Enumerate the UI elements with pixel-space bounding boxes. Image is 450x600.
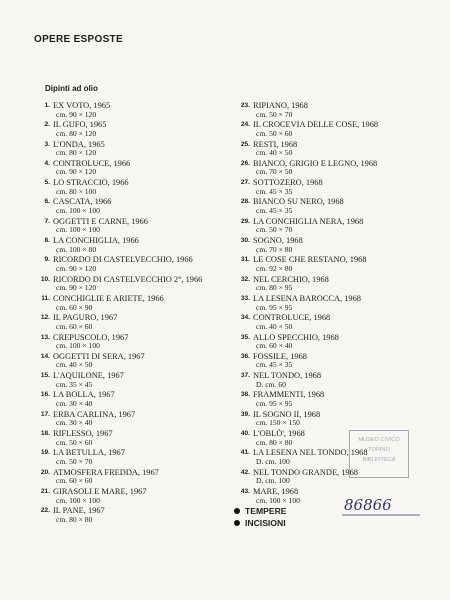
item-number: 10. [40,275,50,283]
item-dimensions: cm. 70 × 80 [256,244,293,254]
inventory-number: 86866 [344,496,392,514]
item-number: 25. [240,140,250,148]
item-title: CONTROLUCE, 1968 [253,313,331,323]
item-dimensions: cm. 30 × 40 [56,399,93,409]
bullet-icon [234,508,240,514]
list-item [234,120,429,138]
list-item [234,333,429,351]
item-number: 29. [240,217,250,225]
page-title: OPERE ESPOSTE [34,34,123,45]
item-dimensions: cm. 95 × 95 [256,302,293,312]
item-title: NEL TONDO GRANDE, 1968 [253,467,358,477]
list-item [234,313,429,331]
list-item [234,410,429,428]
item-dimensions: cm. 90 × 120 [56,109,97,119]
item-title: RICORDO DI CASTELVECCHIO, 1966 [53,255,193,265]
item-number: 17. [40,410,50,418]
item-dimensions: cm. 60 × 90 [56,302,93,312]
item-number: 20. [40,468,50,476]
item-dimensions: cm. 40 × 50 [56,360,93,370]
item-dimensions: cm. 30 × 40 [56,418,93,428]
list-item [34,159,229,177]
item-title: FOSSILE, 1968 [253,351,307,361]
item-title: CONCHIGLIE E ARIETE, 1966 [53,293,164,303]
item-dimensions: cm. 80 × 80 [256,437,293,447]
item-dimensions: D. cm. 100 [256,456,290,466]
list-item [34,333,229,351]
library-stamp [349,430,409,478]
item-number: 30. [240,237,250,245]
item-number: 24. [240,121,250,129]
item-title: LE COSE CHE RESTANO, 1968 [253,255,367,265]
item-number: 42. [240,468,250,476]
extra-item-label: TEMPERE [245,506,287,516]
list-item [234,217,429,235]
item-number: 18. [40,430,50,438]
list-item [234,255,429,273]
extra-item-tempere [234,505,287,517]
item-title: ERBA CARLINA, 1967 [53,409,136,419]
list-item [34,275,229,293]
list-item [34,468,229,486]
item-title: LA BETULLA, 1967 [53,448,125,458]
item-title: OGGETTI E CARNE, 1966 [53,216,148,226]
item-dimensions: cm. 100 × 100 [56,225,100,235]
item-dimensions: cm. 100 × 100 [256,495,300,505]
item-title: SOGNO, 1968 [253,236,303,246]
item-number: 13. [40,333,50,341]
item-title: LA LESENA BAROCCA, 1968 [253,293,361,303]
list-item [234,352,429,370]
item-dimensions: cm. 50 × 70 [256,225,293,235]
item-number: 31. [240,256,250,264]
item-number: 9. [44,256,50,264]
item-number: 8. [44,237,50,245]
item-title: NEL TONDO, 1968 [253,371,322,381]
item-dimensions: cm. 92 × 80 [256,263,293,273]
item-dimensions: cm. 100 × 100 [56,206,100,216]
item-title: LA LESENA NEL TONDO, 1968 [253,448,368,458]
item-dimensions: cm. 45 × 35 [256,360,293,370]
item-dimensions: cm. 80 × 80 [56,514,93,524]
item-title: LA CONCHIGLIA NERA, 1968 [253,216,364,226]
item-dimensions: cm. 90 × 120 [56,167,97,177]
item-title: OGGETTI DI SERA, 1967 [53,351,145,361]
item-dimensions: cm. 50 × 60 [256,128,293,138]
list-item [34,410,229,428]
item-dimensions: D. cm. 60 [256,379,286,389]
item-title: IL SOGNO II, 1968 [253,409,321,419]
item-title: RESTI, 1968 [253,139,298,149]
list-item [234,159,429,177]
list-item [234,236,429,254]
list-item [234,197,429,215]
item-dimensions: cm. 60 × 40 [256,341,293,351]
item-title: LA BOLLA, 1967 [53,390,115,400]
extra-item-incisioni [234,517,287,529]
list-item [34,390,229,408]
item-number: 35. [240,333,250,341]
item-number: 22. [40,507,50,515]
item-title: ATMOSFERA FREDDA, 1967 [53,467,159,477]
item-dimensions: cm. 50 × 60 [56,437,93,447]
item-dimensions: cm. 50 × 70 [256,109,293,119]
list-item [234,101,429,119]
item-title: LO STRACCIO, 1966 [53,178,129,188]
item-dimensions: cm. 90 × 120 [56,283,97,293]
item-number: 37. [240,372,250,380]
item-number: 1. [44,102,50,109]
item-number: 43. [240,487,250,495]
item-number: 34. [240,314,250,322]
item-dimensions: cm. 100 × 100 [56,495,100,505]
item-number: 23. [240,102,250,109]
artwork-list-left [34,101,229,526]
item-number: 4. [44,159,50,167]
item-number: 26. [240,159,250,167]
item-title: EX VOTO, 1965 [53,101,111,110]
item-title: BIANCO, GRIGIO E LEGNO, 1968 [253,158,378,168]
stamp-line: BIBLIOTECA [362,457,396,463]
item-title: CREPUSCOLO, 1967 [53,332,129,342]
item-number: 2. [44,121,50,129]
item-title: GIRASOLI E MARE, 1967 [53,486,147,496]
list-item [34,197,229,215]
item-title: ALLO SPECCHIO, 1968 [253,332,339,342]
list-item [34,352,229,370]
item-title: CONTROLUCE, 1966 [53,158,131,168]
item-number: 11. [41,294,50,302]
item-number: 28. [240,198,250,206]
item-number: 5. [44,179,50,187]
item-number: 19. [40,449,50,457]
item-title: IL CROCEVIA DELLE COSE, 1968 [253,120,379,130]
item-title: BIANCO SU NERO, 1968 [253,197,344,207]
item-dimensions: cm. 50 × 70 [56,456,93,466]
list-item [34,313,229,331]
item-title: LA CONCHIGLIA, 1966 [53,236,139,246]
item-title: CASCATA, 1966 [53,197,112,207]
list-item [34,140,229,158]
list-item [234,275,429,293]
item-dimensions: cm. 80 × 100 [56,186,97,196]
list-item [34,178,229,196]
extra-item-label: INCISIONI [245,518,286,528]
list-item [34,448,229,466]
item-number: 38. [240,391,250,399]
item-dimensions: cm. 35 × 45 [56,379,93,389]
stamp-line: MUSEO CIVICO [358,437,400,443]
section-title: Dipinti ad olio [45,84,98,93]
item-number: 33. [240,294,250,302]
item-number: 12. [40,314,50,322]
item-title: MARE, 1968 [253,486,299,496]
list-item [34,255,229,273]
item-dimensions: cm. 40 × 50 [256,148,293,158]
item-number: 3. [44,140,50,148]
item-title: IL GUFO, 1965 [53,120,107,130]
item-number: 6. [44,198,50,206]
item-title: FRAMMENTI, 1968 [253,390,325,400]
item-number: 32. [240,275,250,283]
list-item [34,101,229,119]
list-item [234,178,429,196]
item-number: 15. [40,372,50,380]
item-number: 7. [44,217,50,225]
item-title: IL PANE, 1967 [53,506,105,516]
item-dimensions: cm. 60 × 60 [56,476,93,486]
item-dimensions: cm. 60 × 60 [56,321,93,331]
item-title: RIPIANO, 1968 [253,101,308,110]
item-dimensions: cm. 100 × 100 [56,341,100,351]
list-item [234,140,429,158]
bullet-icon [234,520,240,526]
item-title: SOTTOZERO, 1968 [253,178,323,188]
item-title: L'AQUILONE, 1967 [53,371,124,381]
item-dimensions: cm. 150 × 150 [256,418,300,428]
item-title: L'OBLÒ', 1968 [253,429,305,439]
item-title: RICORDO DI CASTELVECCHIO 2°, 1966 [53,274,203,284]
list-item [34,236,229,254]
stamp-line: TORINO [368,447,390,453]
item-dimensions: cm. 80 × 95 [256,283,293,293]
item-dimensions: D. cm. 100 [256,476,290,486]
item-dimensions: cm. 45 × 35 [256,206,293,216]
list-item [34,294,229,312]
list-item [34,120,229,138]
item-title: IL PAGURO, 1967 [53,313,118,323]
list-item [234,294,429,312]
item-number: 41. [240,449,250,457]
list-item [234,371,429,389]
item-title: RIFLESSO, 1967 [53,429,113,439]
item-dimensions: cm. 95 × 95 [256,399,293,409]
list-item [34,506,229,524]
inventory-number-handwritten [336,492,426,592]
other-works-list [234,505,287,529]
item-number: 40. [240,430,250,438]
list-item [34,429,229,447]
item-title: L'ONDA, 1965 [53,139,105,149]
item-dimensions: cm. 45 × 35 [256,186,293,196]
list-item [34,487,229,505]
item-number: 36. [240,352,250,360]
item-dimensions: cm. 80 × 120 [56,128,97,138]
list-item [34,217,229,235]
item-number: 16. [40,391,50,399]
item-number: 39. [240,410,250,418]
item-dimensions: cm. 40 × 50 [256,321,293,331]
list-item [34,371,229,389]
item-dimensions: cm. 70 × 50 [256,167,293,177]
item-dimensions: cm. 90 × 120 [56,263,97,273]
list-item [234,390,429,408]
item-dimensions: cm. 80 × 120 [56,148,97,158]
item-number: 27. [240,179,250,187]
item-title: NEL CERCHIO, 1968 [253,274,329,284]
item-number: 14. [40,352,50,360]
item-number: 21. [40,487,50,495]
item-dimensions: cm. 100 × 80 [56,244,97,254]
